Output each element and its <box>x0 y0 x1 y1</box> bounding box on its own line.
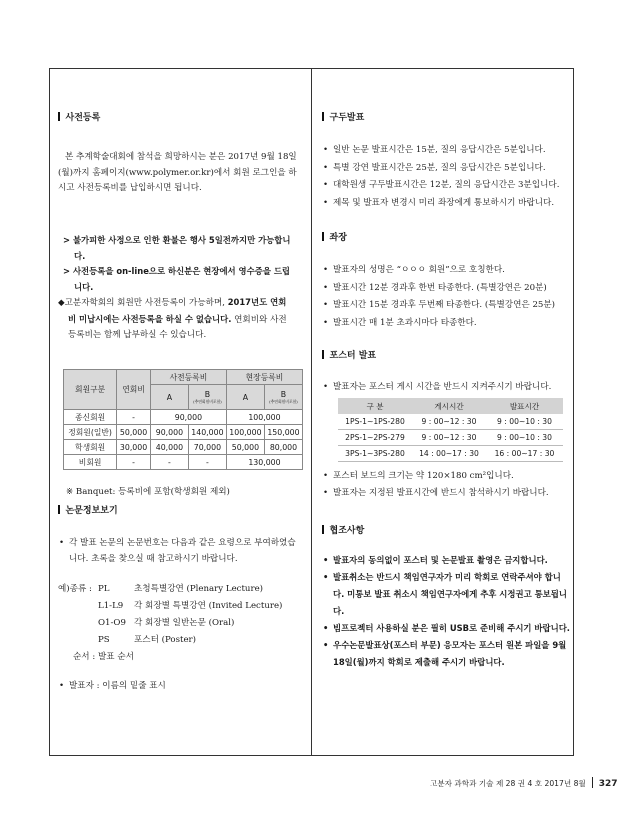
table-row: 정회원(일반) 50,000 90,000 140,000 100,000 150,000 <box>64 425 303 440</box>
chair-list <box>322 262 572 332</box>
poster-list <box>322 468 572 502</box>
note-receipt: > 사전등록을 on-line으로 하신분은 현장에서 영수증을 드립니다. <box>63 266 291 292</box>
note-membership: ◆고분자학회의 회원만 사전등록이 가능하며, 2017년도 연회비 미납시에는 사전등록을 하실 수 없습니다. 연회비와 사전등록비는 함께 납부하실 수 있습니다. <box>58 297 287 340</box>
list-item: • 특별 강연 발표시간은 25분, 질의 응답시간은 5분입니다. <box>322 160 572 178</box>
oral-list <box>322 142 572 212</box>
poster-intro <box>322 380 572 396</box>
section-heading-registration: 사전등록 <box>58 110 100 123</box>
heading-bar <box>58 505 60 514</box>
poster-header-present: 발표시간 <box>486 398 563 414</box>
poster-table <box>338 398 563 462</box>
fee-header-annual: 연회비 <box>117 370 151 410</box>
list-item: • 발표자는 포스터 게시 시간을 반드시 지켜주시기 바랍니다. <box>322 380 572 396</box>
fee-header-onsite: 현장등록비 <box>226 370 302 385</box>
list-item: • 발표시간 12분 경과후 한번 타종한다. (특별강연은 20분) <box>322 280 572 298</box>
footer-separator <box>592 777 593 788</box>
list-item: • 우수논문발표상(포스터 부문) 응모자는 포스터 원본 파일을 9월 18일(월)까지 학회로 제출해 주시기 바랍니다. <box>322 637 570 671</box>
page-number: 327 <box>598 779 618 789</box>
section-heading-chair: 좌장 <box>322 230 347 243</box>
coop-list <box>322 552 570 671</box>
table-row: 비회원 - - - 130,000 <box>64 455 303 470</box>
fee-table <box>63 369 303 470</box>
list-item: • 발표자 : 이름의 밑줄 표시 <box>58 679 302 695</box>
fee-header-member: 회원구분 <box>64 370 117 410</box>
poster-header-post: 게시시간 <box>412 398 486 414</box>
fee-header-pre-a: A <box>150 385 188 410</box>
table-row: 1PS-1~1PS-280 9 : 00~12 : 30 9 : 00~10 : 30 <box>338 414 563 430</box>
heading-bar <box>322 112 324 121</box>
list-item: • 발표자의 동의없이 포스터 및 논문발표 촬영은 금지합니다. <box>322 552 570 569</box>
numbering-examples <box>58 582 303 667</box>
table-row: 학생회원 30,000 40,000 70,000 50,000 80,000 <box>64 440 303 455</box>
section-heading-coop: 협조사항 <box>322 523 364 536</box>
fee-footnote: ※ Banquet: 등록비에 포함(학생회원 제외) <box>66 487 230 497</box>
list-item: • 발표시간 15분 경과후 두번째 타종한다. (특별강연은 25분) <box>322 297 572 315</box>
list-item: • 발표시간 매 1분 초과시마다 타종한다. <box>322 315 572 333</box>
poster-header-group: 구 분 <box>338 398 412 414</box>
note-refund: > 불가피한 사정으로 인한 환불은 행사 5일전까지만 가능합니다. <box>63 235 291 261</box>
list-item: • 제목 및 발표자 변경시 미리 좌장에게 통보하시기 바랍니다. <box>322 195 572 213</box>
fee-header-pre: 사전등록비 <box>150 370 226 385</box>
heading-bar <box>58 112 60 121</box>
fee-header-on-b: B (추연회원비포함) <box>264 385 302 410</box>
example-row: L1-L9 각 회장별 특별강연 (Invited Lecture) <box>98 601 283 611</box>
list-item: • 각 발표 논문의 논문번호는 다음과 같은 요령으로 부여하였습니다. 초록을 찾으실 때 참고하시기 바랍니다. <box>58 536 302 567</box>
journal-name: 고분자 과학과 기술 <box>430 779 494 788</box>
section-heading-numbering: 논문정보보기 <box>58 503 118 516</box>
section-heading-poster: 포스터 발표 <box>322 348 376 361</box>
numbering-bullets <box>58 536 302 567</box>
section-heading-oral: 구두발표 <box>322 110 364 123</box>
list-item: • 발표취소는 반드시 책임연구자가 미리 학회로 연락주셔야 합니다. 미통보 발표 취소시 책임연구자에게 추후 시정권고 통보됩니다. <box>322 569 570 620</box>
column-divider <box>311 68 312 756</box>
list-item: • 빔프로젝터 사용하실 분은 필히 USB로 준비해 주시기 바랍니다. <box>322 620 570 637</box>
registration-notes <box>58 233 293 344</box>
table-row: 종신회원 - 90,000 100,000 <box>64 410 303 425</box>
list-item: • 일반 논문 발표시간은 15분, 질의 응답시간은 5분입니다. <box>322 142 572 160</box>
fee-header-pre-b: B (추연회원비포함) <box>188 385 226 410</box>
list-item: • 대학원생 구두발표시간은 12분, 질의 응답시간은 3분입니다. <box>322 177 572 195</box>
example-row: PS 포스터 (Poster) <box>98 635 197 645</box>
fee-header-on-a: A <box>226 385 264 410</box>
list-item: • 포스터 보드의 크기는 약 120×180 cm²입니다. <box>322 468 572 485</box>
example-row: 순서 : 발표 순서 <box>73 652 134 662</box>
heading-bar <box>322 525 324 534</box>
issue-info: 제 28 권 4 호 2017년 8월 <box>495 779 586 788</box>
example-row: 예)종류 : PL 초청특별강연 (Plenary Lecture) <box>58 584 264 594</box>
heading-bar <box>322 350 324 359</box>
heading-bar <box>322 232 324 241</box>
table-row: 3PS-1~3PS-280 14 : 00~17 : 30 16 : 00~17 : 30 <box>338 446 563 462</box>
list-item: • 발표자는 지정된 발표시간에 반드시 참석하시기 바랍니다. <box>322 485 572 502</box>
example-row: O1-O9 각 회장별 일반논문 (Oral) <box>98 618 235 628</box>
list-item: • 발표자의 성명은 “ㅇㅇㅇ 회원”으로 호칭한다. <box>322 262 572 280</box>
registration-intro: 본 추계학술대회에 참석을 희망하시는 분은 2017년 9월 18일(월)까지 홈페이지(www.polymer.or.kr)에서 회원 로그인을 하시고 사전등록비를 납입하시면 됩니다. <box>58 152 297 193</box>
presenter-bullets <box>58 679 302 695</box>
table-row: 2PS-1~2PS-279 9 : 00~12 : 30 9 : 00~10 : 30 <box>338 430 563 446</box>
page-footer <box>430 777 618 789</box>
